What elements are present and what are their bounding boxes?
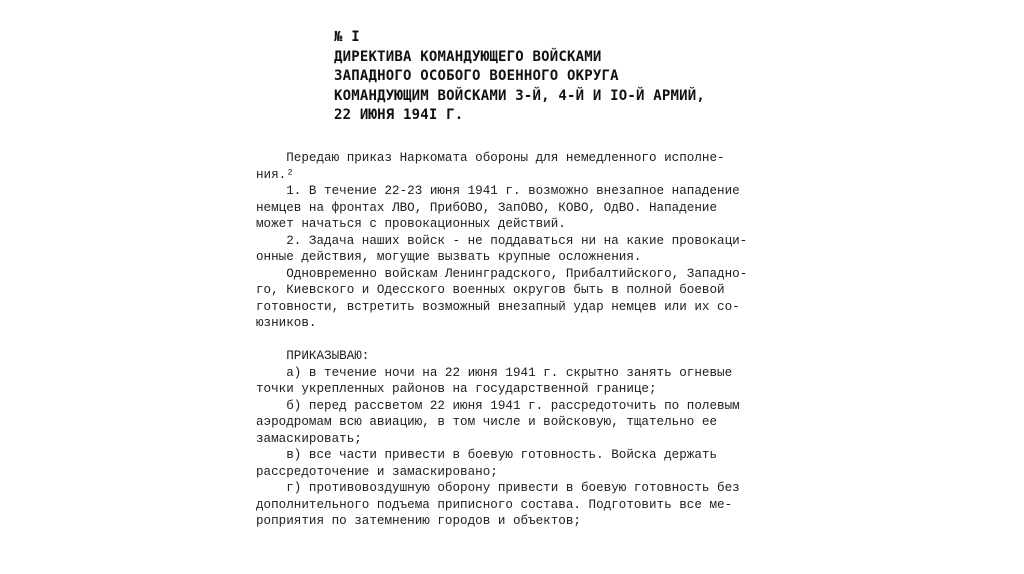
text-line: замаскировать; — [256, 431, 362, 446]
text-line: ПРИКАЗЫВАЮ: — [256, 349, 370, 363]
paragraph-order-d — [256, 480, 776, 530]
text-line: может начаться с провокационных действий. — [256, 217, 566, 231]
paragraph-item-2 — [256, 233, 776, 266]
document-body — [256, 150, 776, 530]
text-line: в) все части привести в боевую готовность. Войска держать — [256, 448, 718, 462]
spacer — [256, 332, 776, 349]
text-line: 1. В течение 22-23 июня 1941 г. возможно внезапное нападение — [256, 184, 740, 198]
text-line: а) в течение ночи на 22 июня 1941 г. скрытно занять огневые — [256, 365, 733, 380]
document-number: № I — [334, 29, 360, 45]
text-line: немцев на фронтах ЛВО, ПрибОВО, ЗапОВО, КОВО, ОдВО. Нападение — [256, 200, 718, 215]
header-line-2: ЗАПАДНОГО ОСОБОГО ВОЕННОГО ОКРУГА — [334, 68, 619, 84]
text-line: готовности, встретить возможный внезапный удар немцев или их со- — [256, 299, 740, 314]
document-header — [334, 28, 705, 126]
paragraph-order-heading — [256, 348, 776, 365]
text-line: онные действия, могущие вызвать крупные осложнения. — [256, 250, 642, 264]
text-line: го, Киевского и Одесского военных округов быть в полной боевой — [256, 283, 725, 297]
header-line-4: 22 ИЮНЯ 194I Г. — [334, 107, 464, 123]
text-line: роприятия по затемнению городов и объектов; — [256, 514, 581, 528]
text-line: 2. Задача наших войск - не поддаваться ни на какие провокаци- — [256, 233, 748, 248]
text-line: ния.² — [256, 167, 294, 182]
text-line: аэродромам всю авиацию, в том числе и войсковую, тщательно ее — [256, 415, 718, 429]
paragraph-order-b — [256, 398, 776, 448]
text-line: Одновременно войскам Ленинградского, Прибалтийского, Западно- — [256, 266, 748, 281]
header-line-1: ДИРЕКТИВА КОМАНДУЮЩЕГО ВОЙСКАМИ — [334, 48, 602, 65]
paragraph-intro — [256, 150, 776, 183]
paragraph-item-1 — [256, 183, 776, 233]
paragraph-order-a — [256, 365, 776, 398]
paragraph-simultaneously — [256, 266, 776, 332]
text-line: рассредоточение и замаскировано; — [256, 464, 498, 479]
text-line: Передаю приказ Наркомата обороны для немедленного исполне- — [256, 151, 725, 165]
text-line: дополнительного подъема приписного состава. Подготовить все ме- — [256, 497, 733, 512]
text-line: точки укрепленных районов на государственной границе; — [256, 382, 657, 396]
text-line: юзников. — [256, 316, 317, 330]
text-line: б) перед рассветом 22 июня 1941 г. рассредоточить по полевым — [256, 398, 740, 413]
text-line: г) противовоздушную оборону привести в боевую готовность без — [256, 481, 740, 495]
header-line-3: КОМАНДУЮЩИМ ВОЙСКАМИ 3-Й, 4-Й И IO-Й АРМИЙ, — [334, 87, 706, 104]
paragraph-order-c — [256, 447, 776, 480]
